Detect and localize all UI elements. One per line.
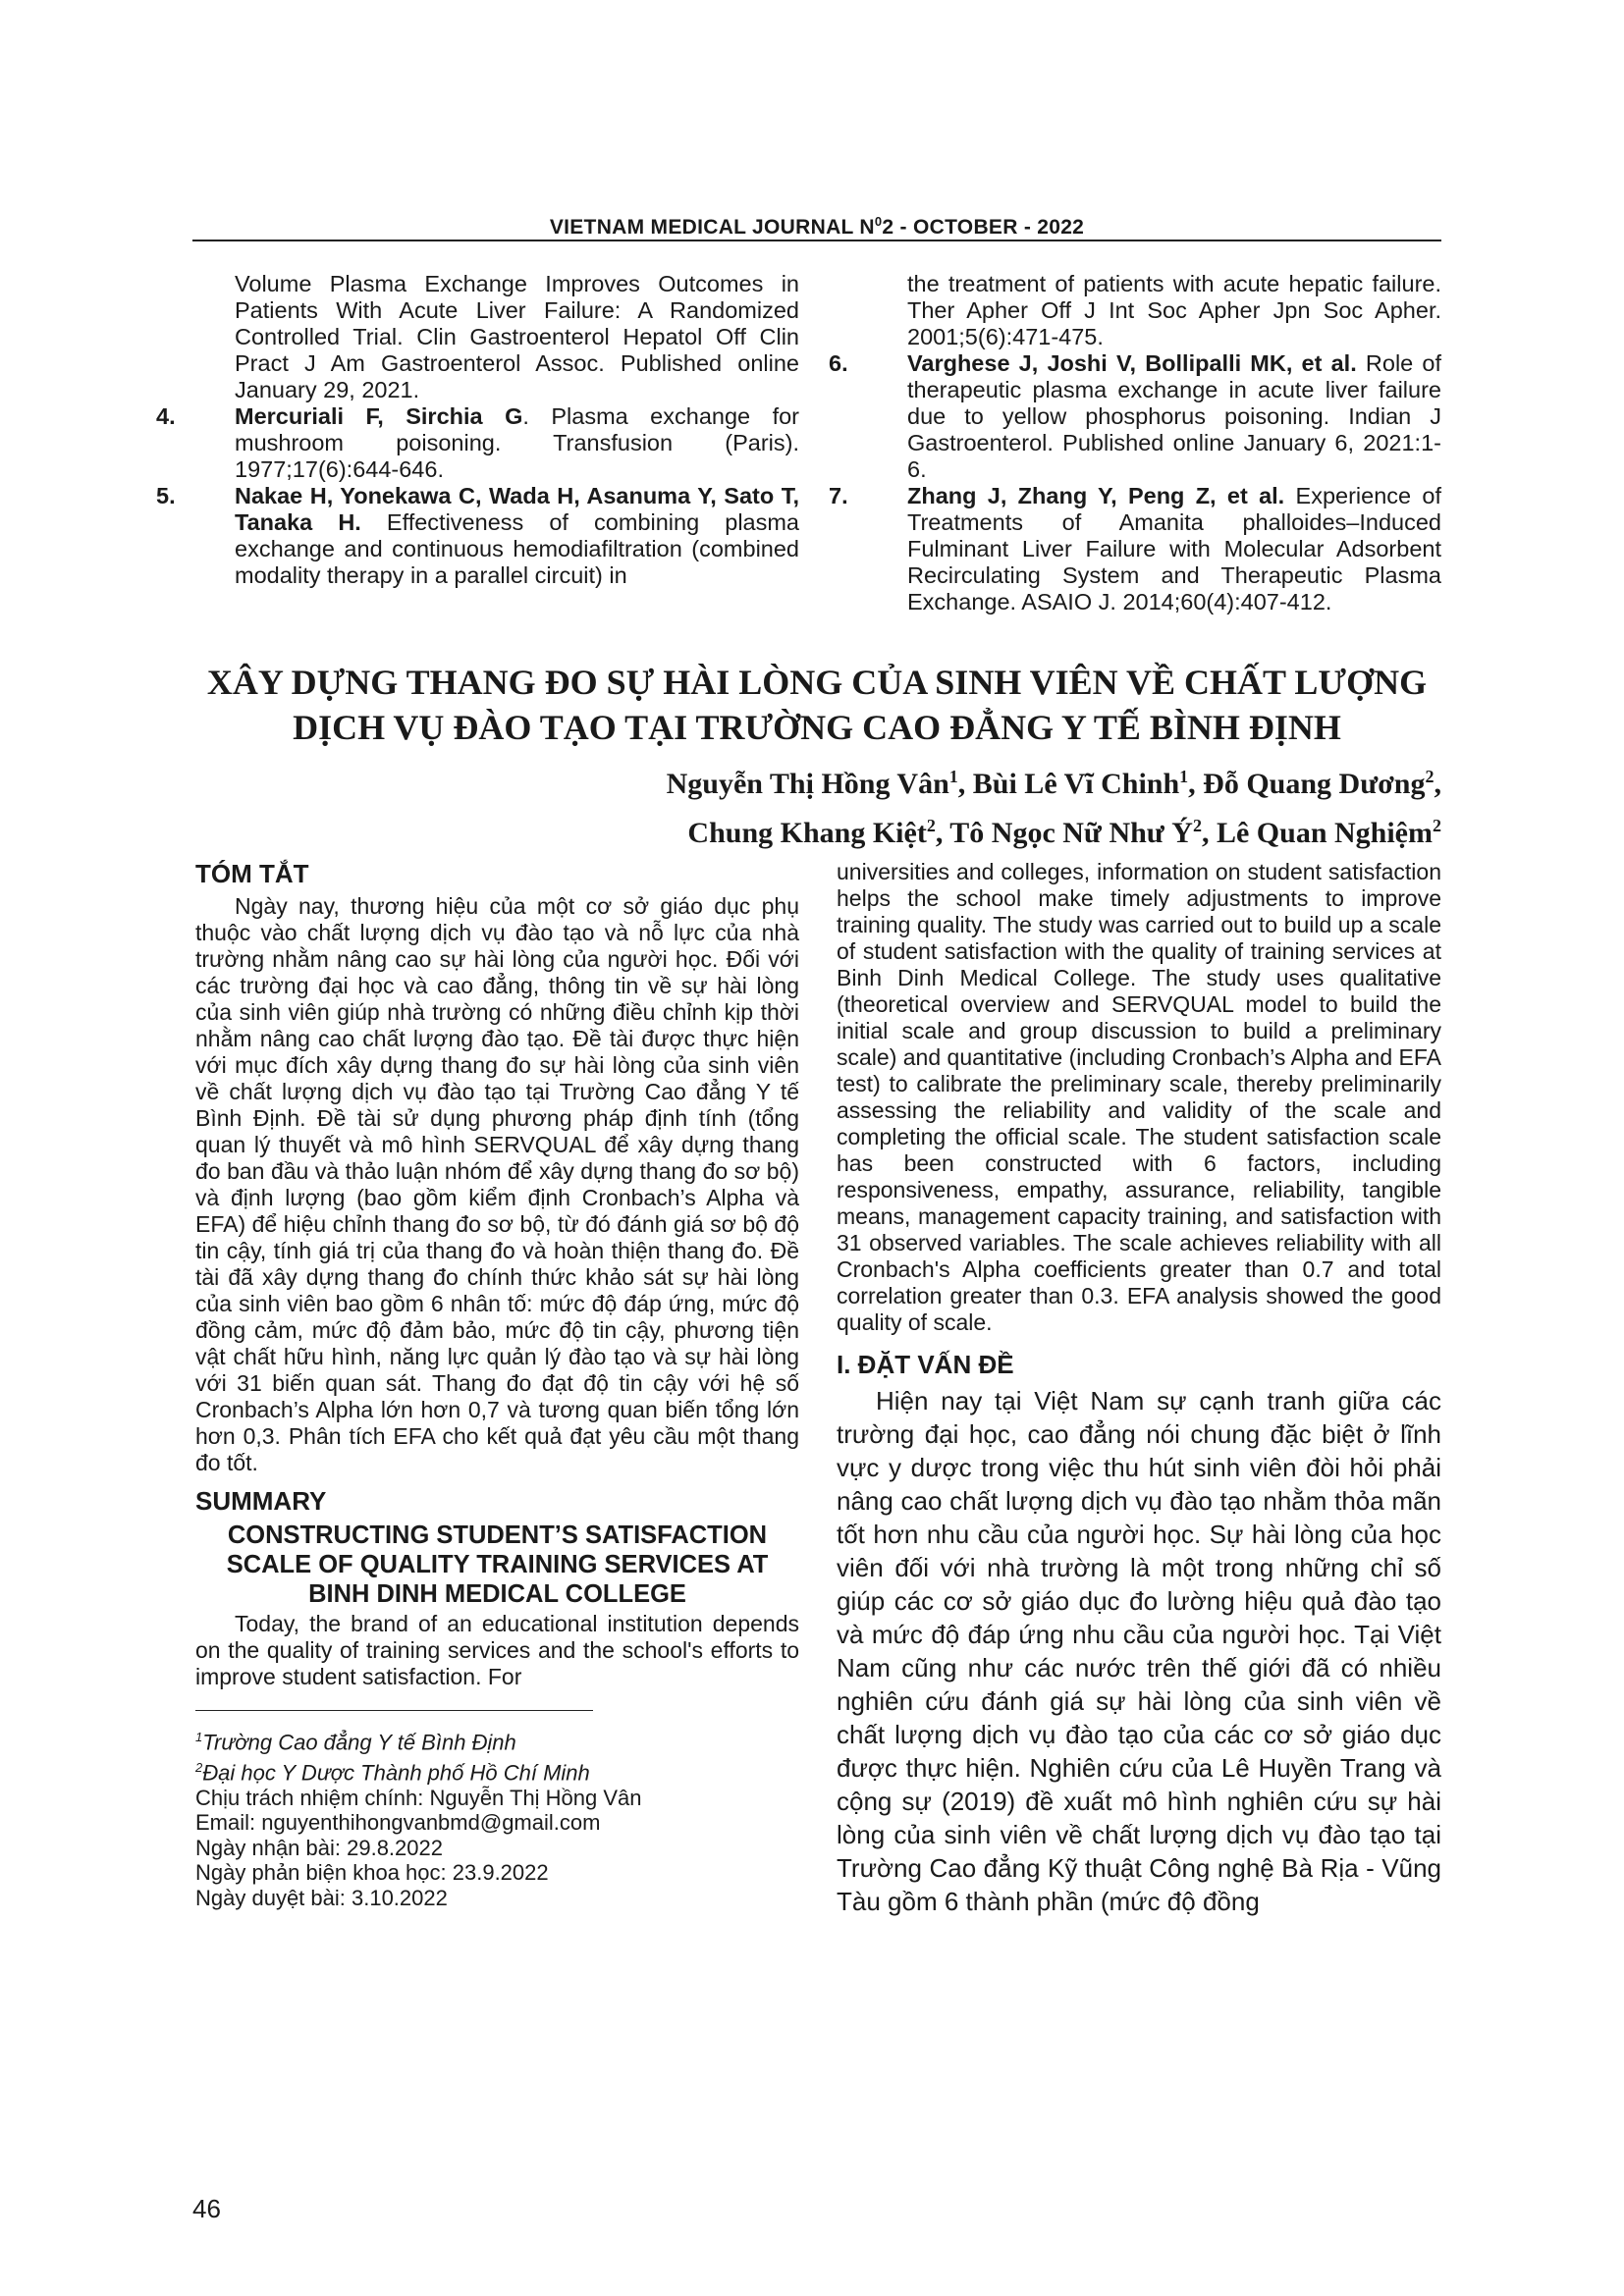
reference-number: 4. — [156, 403, 176, 429]
page-number: 46 — [192, 2194, 221, 2223]
left-column — [195, 859, 799, 1910]
reference-text: Role of therapeutic plasma exchange in acute liver failure due to yellow phosphorus poisoning. Indian J Gastroenterol. Published online January 6, 2021:1-6. — [907, 350, 1441, 482]
author-name: Chung Khang Kiệt — [687, 817, 927, 849]
author-name: Bùi Lê Vĩ Chinh — [972, 768, 1180, 800]
corresponding-author: Chịu trách nhiệm chính: Nguyễn Thị Hồng Vân — [195, 1785, 642, 1810]
reference-6 — [829, 350, 1441, 483]
references-right — [829, 271, 1441, 615]
author-affiliation-sup: 2 — [1425, 767, 1435, 786]
right-column — [837, 859, 1441, 1918]
article-title — [192, 660, 1441, 750]
summary-title: CONSTRUCTING STUDENT’S SATISFACTION SCALE OF QUALITY TRAINING SERVICES AT BINH DINH MEDICAL COLLEGE — [226, 1522, 769, 1608]
author-separator: , — [1188, 768, 1204, 800]
date-received: Ngày nhận bài: 29.8.2022 — [195, 1835, 443, 1860]
reference-7 — [829, 483, 1441, 615]
reference-number: 7. — [829, 483, 848, 508]
author-line — [667, 756, 1441, 805]
reference-text: Effectiveness of combining plasma exchange and continuous hemodiafiltration (combined modality therapy in a parallel circuit) in — [235, 509, 800, 588]
journal-name: VIETNAM MEDICAL JOURNAL N — [549, 216, 875, 239]
author-affiliation-sup: 2 — [1192, 816, 1202, 835]
intro-text: Hiện nay tại Việt Nam sự cạnh tranh giữa các trường đại học, cao đẳng nói chung đặc biệt ở lĩnh vực y dược trong việc thu hút sinh viên đòi hỏi phải nâng cao chất lượng dịch vụ đào tạo nhằm thỏa mãn tốt hơn nhu cầu của người học. Sự hài lòng của học viên đối với nhà trường là một trong những chỉ số giúp các cơ sở giáo dục đo lường hiệu quả đào tạo và mức độ đáp ứng nhu cầu của người học. Tại Việt Nam cũng như các nước trên thế giới đã có nhiều nghiên cứu đánh giá sự hài lòng của sinh viên về chất lượng dịch vụ đào tạo của các cơ sở giáo dục được thực hiện. Nghiên cứu của Lê Huyền Trang và cộng sự (2019) đề xuất mô hình nghiên cứu sự hài lòng của sinh viên về chất lượng dịch vụ đào tạo tại Trường Cao đẳng Kỹ thuật Công nghệ Bà Rịa - Vũng Tàu gồm 6 thành phần (mức độ đồng — [837, 1386, 1441, 1916]
reference-number: 5. — [156, 483, 176, 508]
article-title-line: XÂY DỰNG THANG ĐO SỰ HÀI LÒNG CỦA SINH VIÊN VỀ CHẤT LƯỢNG — [206, 663, 1428, 702]
abstract-vietnamese: Ngày nay, thương hiệu của một cơ sở giáo dục phụ thuộc vào chất lượng dịch vụ đào tạo và nỗ lực của nhà trường nhằm nâng cao sự hài lòng của người học. Đối với các trường đại học và cao đẳng, thông tin về sự hài lòng của sinh viên giúp nhà trường có những điều chỉnh kịp thời nhằm nâng cao chất lượng đào tạo. Đề tài được thực hiện với mục đích xây dựng thang đo sự hài lòng của sinh viên về chất lượng dịch vụ đào tạo tại Trường Cao đẳng Y tế Bình Định. Đề tài sử dụng phương pháp định tính (tổng quan lý thuyết và mô hình SERVQUAL để xây dựng thang đo ban đầu và thảo luận nhóm để xây dựng thang đo sơ bộ) và định lượng (bao gồm kiểm định Cronbach’s Alpha và EFA) để hiệu chỉnh thang đo sơ bộ, từ đó đánh giá sơ bộ độ tin cậy, tính giá trị của thang đo và hoàn thiện thang đo. Đề tài đã xây dựng thang đo chính thức khảo sát sự hài lòng của sinh viên bao gồm 6 nhân tố: mức độ đáp ứng, mức độ đồng cảm, mức độ đảm bảo, mức độ tin cậy, phương tiện vật chất hữu hình, năng lực quản lý đào tạo và sự hài lòng với 31 biến quan sát. Thang đo đạt độ tin cậy với hệ số Cronbach’s Alpha lớn hơn 0,7 và tương quan biến tổng lớn hơn 0,3. Phân tích EFA cho kết quả đạt yêu cầu một thang đo tốt. — [195, 893, 799, 1475]
article-title-line: DỊCH VỤ ĐÀO TẠO TẠI TRƯỜNG CAO ĐẲNG Y TẾ BÌNH ĐỊNH — [293, 708, 1341, 747]
author-name: Lê Quan Nghiệm — [1216, 817, 1433, 849]
affiliation-text: Đại học Y Dược Thành phố Hồ Chí Minh — [202, 1760, 590, 1786]
journal-header — [192, 214, 1441, 240]
footnote-rule — [195, 1710, 593, 1711]
summary-text-continued: universities and colleges, information on student satisfaction helps the school make timely adjustments to improve training quality. The study was carried out to build up a scale of student satisfaction with the quality of training services at Binh Dinh Medical College. The study uses qualitative (theoretical overview and SERVQUAL model to build the initial scale and group discussion to build a preliminary scale) and quantitative (including Cronbach’s Alpha and EFA test) to calibrate the preliminary scale, thereby preliminarily assessing the reliability and validity of the scale and completing the official scale. The student satisfaction scale has been constructed with 6 factors, including responsiveness, empathy, assurance, reliability, tangible means, management capacity training, and satisfaction with 31 observed variables. The scale achieves reliability with all Cronbach's Alpha coefficients greater than 0.7 and total correlation greater than 0.3. EFA analysis showed the good quality of scale. — [837, 859, 1441, 1335]
author-list — [667, 756, 1441, 854]
author-affiliation-sup: 2 — [926, 816, 936, 835]
affiliation-text: Trường Cao đẳng Y tế Bình Định — [202, 1730, 516, 1755]
affiliation-2 — [195, 1755, 799, 1786]
author-name: Tô Ngọc Nữ Như Ý — [949, 817, 1193, 849]
affiliation-1 — [195, 1725, 799, 1755]
reference-continuation: the treatment of patients with acute hepatic failure. Ther Apher Off J Int Soc Apher Jpn Soc Apher. 2001;5(6):471-475. — [907, 271, 1441, 349]
journal-issue: 2 - OCTOBER - 2022 — [882, 216, 1085, 239]
date-accepted: Ngày duyệt bài: 3.10.2022 — [195, 1885, 448, 1910]
summary-heading: SUMMARY — [195, 1486, 327, 1516]
reference-authors: Mercuriali F, Sirchia G — [235, 403, 523, 429]
affiliation-sup: 1 — [195, 1730, 203, 1744]
reference-text: Experience of Treatments of Amanita phalloides–Induced Fulminant Liver Failure with Molecular Adsorbent Recirculating System and Therapeutic Plasma Exchange. ASAIO J. 2014;60(4):407-412. — [907, 483, 1441, 614]
reference-continuation: Volume Plasma Exchange Improves Outcomes in Patients With Acute Liver Failure: A Randomized Controlled Trial. Clin Gastroenterol Hepatol Off Clin Pract J Am Gastroenterol Assoc. Published online January 29, 2021. — [235, 271, 799, 402]
author-separator: , — [1434, 768, 1441, 800]
reference-5 — [156, 483, 800, 589]
intro-heading: I. ĐẶT VẤN ĐỀ — [837, 1350, 1014, 1379]
footnotes — [195, 1725, 799, 1910]
date-reviewed: Ngày phản biện khoa học: 23.9.2022 — [195, 1860, 549, 1886]
references-left — [156, 271, 800, 589]
reference-authors: Varghese J, Joshi V, Bollipalli MK, et al. — [907, 350, 1357, 376]
author-separator: , — [935, 817, 950, 849]
author-name: Nguyễn Thị Hồng Vân — [666, 768, 949, 800]
abstract-heading: TÓM TẮT — [195, 859, 309, 888]
author-affiliation-sup: 1 — [948, 767, 958, 786]
affiliation-sup: 2 — [195, 1759, 203, 1775]
reference-4 — [156, 403, 799, 483]
author-affiliation-sup: 2 — [1433, 816, 1441, 835]
header-rule — [192, 240, 1441, 241]
author-line — [667, 805, 1441, 854]
reference-authors: Nakae H, Yonekawa C, Wada H, Asanuma Y, Sato T, Tanaka H. — [235, 483, 799, 535]
summary-text-start: Today, the brand of an educational institution depends on the quality of training services and the school's efforts to improve student satisfaction. For — [195, 1611, 799, 1689]
reference-number: 6. — [829, 350, 848, 376]
author-separator: , — [957, 768, 973, 800]
author-name: Đỗ Quang Dương — [1203, 768, 1426, 800]
author-separator: , — [1201, 817, 1217, 849]
reference-authors: Zhang J, Zhang Y, Peng Z, et al. — [907, 483, 1285, 508]
journal-number-sup: 0 — [874, 214, 883, 229]
email: Email: nguyenthihongvanbmd@gmail.com — [195, 1810, 601, 1836]
reference-text: . Plasma exchange for mushroom poisoning. Transfusion (Paris). 1977;17(6):644-646. — [235, 403, 799, 482]
author-affiliation-sup: 1 — [1179, 767, 1189, 786]
